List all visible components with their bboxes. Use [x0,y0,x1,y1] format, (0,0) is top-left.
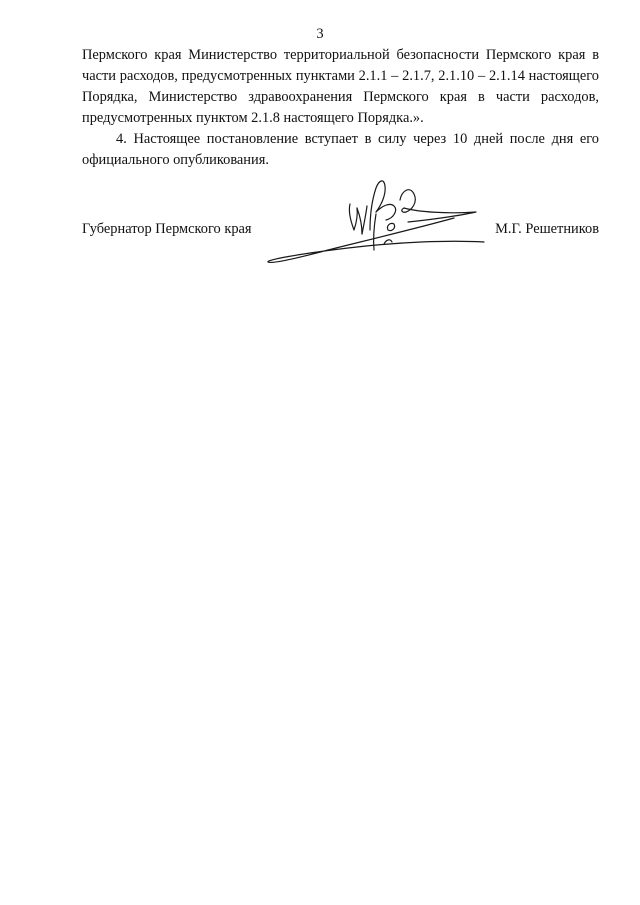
page-number: 3 [316,26,324,42]
signatory-title: Губернатор Пермского края [82,221,252,237]
paragraph-4: 4. Настоящее постановление вступает в силу через 10 дней после дня его официального опубликования. [82,131,599,168]
signature-row [82,219,599,239]
signatory-name: М.Г. Решетников [495,221,599,237]
paragraph-continuation: Пермского края Министерство территориальной безопасности Пермского края в части расходов, предусмотренных пунктами 2.1.1 – 2.1.7, 2.1.10 – 2.1.14 настоящего Порядка, Министерство здравоохранения Пермского края в части расходов, предусмотренных пунктом 2.1.8 настоящего Порядка.». [82,47,599,126]
document-body [82,45,599,171]
handwritten-signature [258,160,498,272]
